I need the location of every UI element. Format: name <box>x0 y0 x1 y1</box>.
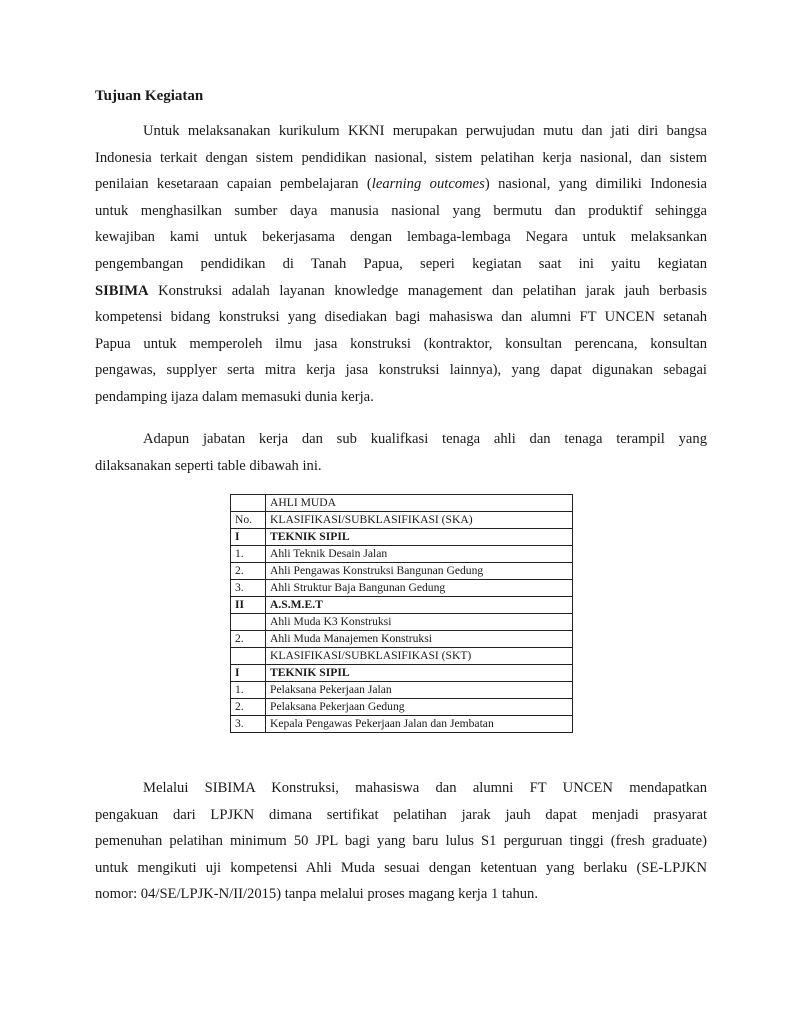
paragraph-line: Untuk melaksanakan kurikulum KKNI merupakan perwujudan mutu dan jati diri bangsa <box>143 123 707 139</box>
table-row <box>231 682 573 699</box>
paragraph-line: pemenuhan pelatihan minimum 50 JPL bagi yang baru lulus S1 perguruan tinggi (fresh graduate) <box>95 833 707 850</box>
table-cell-text: Pelaksana Pekerjaan Gedung <box>266 699 573 716</box>
table-cell-no: I <box>231 665 266 682</box>
table-cell-no: No. <box>231 512 266 529</box>
table-cell-no: II <box>231 597 266 614</box>
table-cell-text: Ahli Muda Manajemen Konstruksi <box>266 631 573 648</box>
paragraph-line: dilaksanakan seperti table dibawah ini. <box>95 457 322 474</box>
table-cell-text: Ahli Struktur Baja Bangunan Gedung <box>266 580 573 597</box>
paragraph-line <box>95 171 707 198</box>
italic-term: learning outcomes <box>371 176 485 193</box>
bold-term: SIBIMA <box>95 282 149 299</box>
table-row <box>231 512 573 529</box>
table-row <box>231 648 573 665</box>
table-cell-no: 1. <box>231 546 266 563</box>
paragraph-line: untuk mengikuti uji kompetensi Ahli Muda sesuai dengan ketentuan yang berlaku (SE-LPJKN <box>95 859 707 876</box>
paragraph-line: Papua untuk memperoleh ilmu jasa konstruksi (kontraktor, konsultan perencana, konsultan <box>95 335 707 352</box>
qualification-table <box>230 494 573 733</box>
table-row <box>231 631 573 648</box>
table-cell-text: Ahli Pengawas Konstruksi Bangunan Gedung <box>266 563 573 580</box>
table-row <box>231 546 573 563</box>
table-row <box>231 495 573 512</box>
table-cell-text: TEKNIK SIPIL <box>266 665 573 682</box>
table-row <box>231 580 573 597</box>
table-row <box>231 665 573 682</box>
table-row <box>231 699 573 716</box>
section-heading: Tujuan Kegiatan <box>95 88 204 104</box>
table-cell-text: Pelaksana Pekerjaan Jalan <box>266 682 573 699</box>
table-row <box>231 597 573 614</box>
paragraph-purpose <box>95 118 707 411</box>
table-row <box>231 716 573 733</box>
table-cell-text: KLASIFIKASI/SUBKLASIFIKASI (SKT) <box>266 648 573 665</box>
table-cell-text: TEKNIK SIPIL <box>266 529 573 546</box>
paragraph-line: Indonesia terkait dengan sistem pendidikan nasional, sistem pelatihan kerja nasional, dan sistem <box>95 149 707 166</box>
table-cell-no <box>231 614 266 631</box>
table-row <box>231 563 573 580</box>
table-cell-text: KLASIFIKASI/SUBKLASIFIKASI (SKA) <box>266 512 573 529</box>
paragraph-line: pengembangan pendidikan di Tanah Papua, seperi kegiatan saat ini yaitu kegiatan <box>95 255 707 272</box>
paragraph-line: kewajiban kami untuk bekerjasama dengan lembaga-lembaga Negara untuk melaksankan <box>95 229 707 246</box>
line-text: penilaian kesetaraan capaian pembelajaran ( <box>95 176 372 193</box>
table-cell-no: 2. <box>231 631 266 648</box>
paragraph-line: untuk menghasilkan sumber daya manusia nasional yang bermutu dan produktif sehingga <box>95 202 707 219</box>
table-cell-no <box>231 495 266 512</box>
table-cell-no: I <box>231 529 266 546</box>
paragraph-recognition <box>95 775 707 908</box>
table-cell-no: 3. <box>231 580 266 597</box>
paragraph-line <box>95 278 707 305</box>
table-cell-text: Ahli Teknik Desain Jalan <box>266 546 573 563</box>
table-cell-text: A.S.M.E.T <box>266 597 573 614</box>
table-cell-text: AHLI MUDA <box>266 495 573 512</box>
paragraph-intro-table <box>95 426 707 479</box>
paragraph-line: Adapun jabatan kerja dan sub kualifkasi tenaga ahli dan tenaga terampil yang <box>143 431 707 447</box>
table-cell-no: 2. <box>231 563 266 580</box>
table-row <box>231 529 573 546</box>
paragraph-line: pendamping ijaza dalam memasuki dunia kerja. <box>95 388 374 405</box>
table-cell-no: 3. <box>231 716 266 733</box>
paragraph-line: nomor: 04/SE/LPJK-N/II/2015) tanpa melalui proses magang kerja 1 tahun. <box>95 886 538 903</box>
table-row <box>231 614 573 631</box>
paragraph-line: kompetensi bidang konstruksi yang disediakan bagi mahasiswa dan alumni FT UNCEN setanah <box>95 309 707 326</box>
table-cell-no <box>231 648 266 665</box>
table-cell-no: 1. <box>231 682 266 699</box>
paragraph-line: pengakuan dari LPJKN dimana sertifikat pelatihan jarak jauh dapat menjadi prasyarat <box>95 806 707 823</box>
table-cell-text: Ahli Muda K3 Konstruksi <box>266 614 573 631</box>
table-cell-text: Kepala Pengawas Pekerjaan Jalan dan Jembatan <box>266 716 573 733</box>
paragraph-line: Melalui SIBIMA Konstruksi, mahasiswa dan alumni FT UNCEN mendapatkan <box>143 780 707 796</box>
line-text: ) nasional, yang dimiliki Indonesia <box>484 176 707 193</box>
table-cell-no: 2. <box>231 699 266 716</box>
line-text: Konstruksi adalah layanan knowledge management dan pelatihan jarak jauh berbasis <box>148 282 707 299</box>
paragraph-line: pengawas, supplyer serta mitra kerja jasa konstruksi lainnya), yang dapat digunakan sebagai <box>95 362 707 379</box>
